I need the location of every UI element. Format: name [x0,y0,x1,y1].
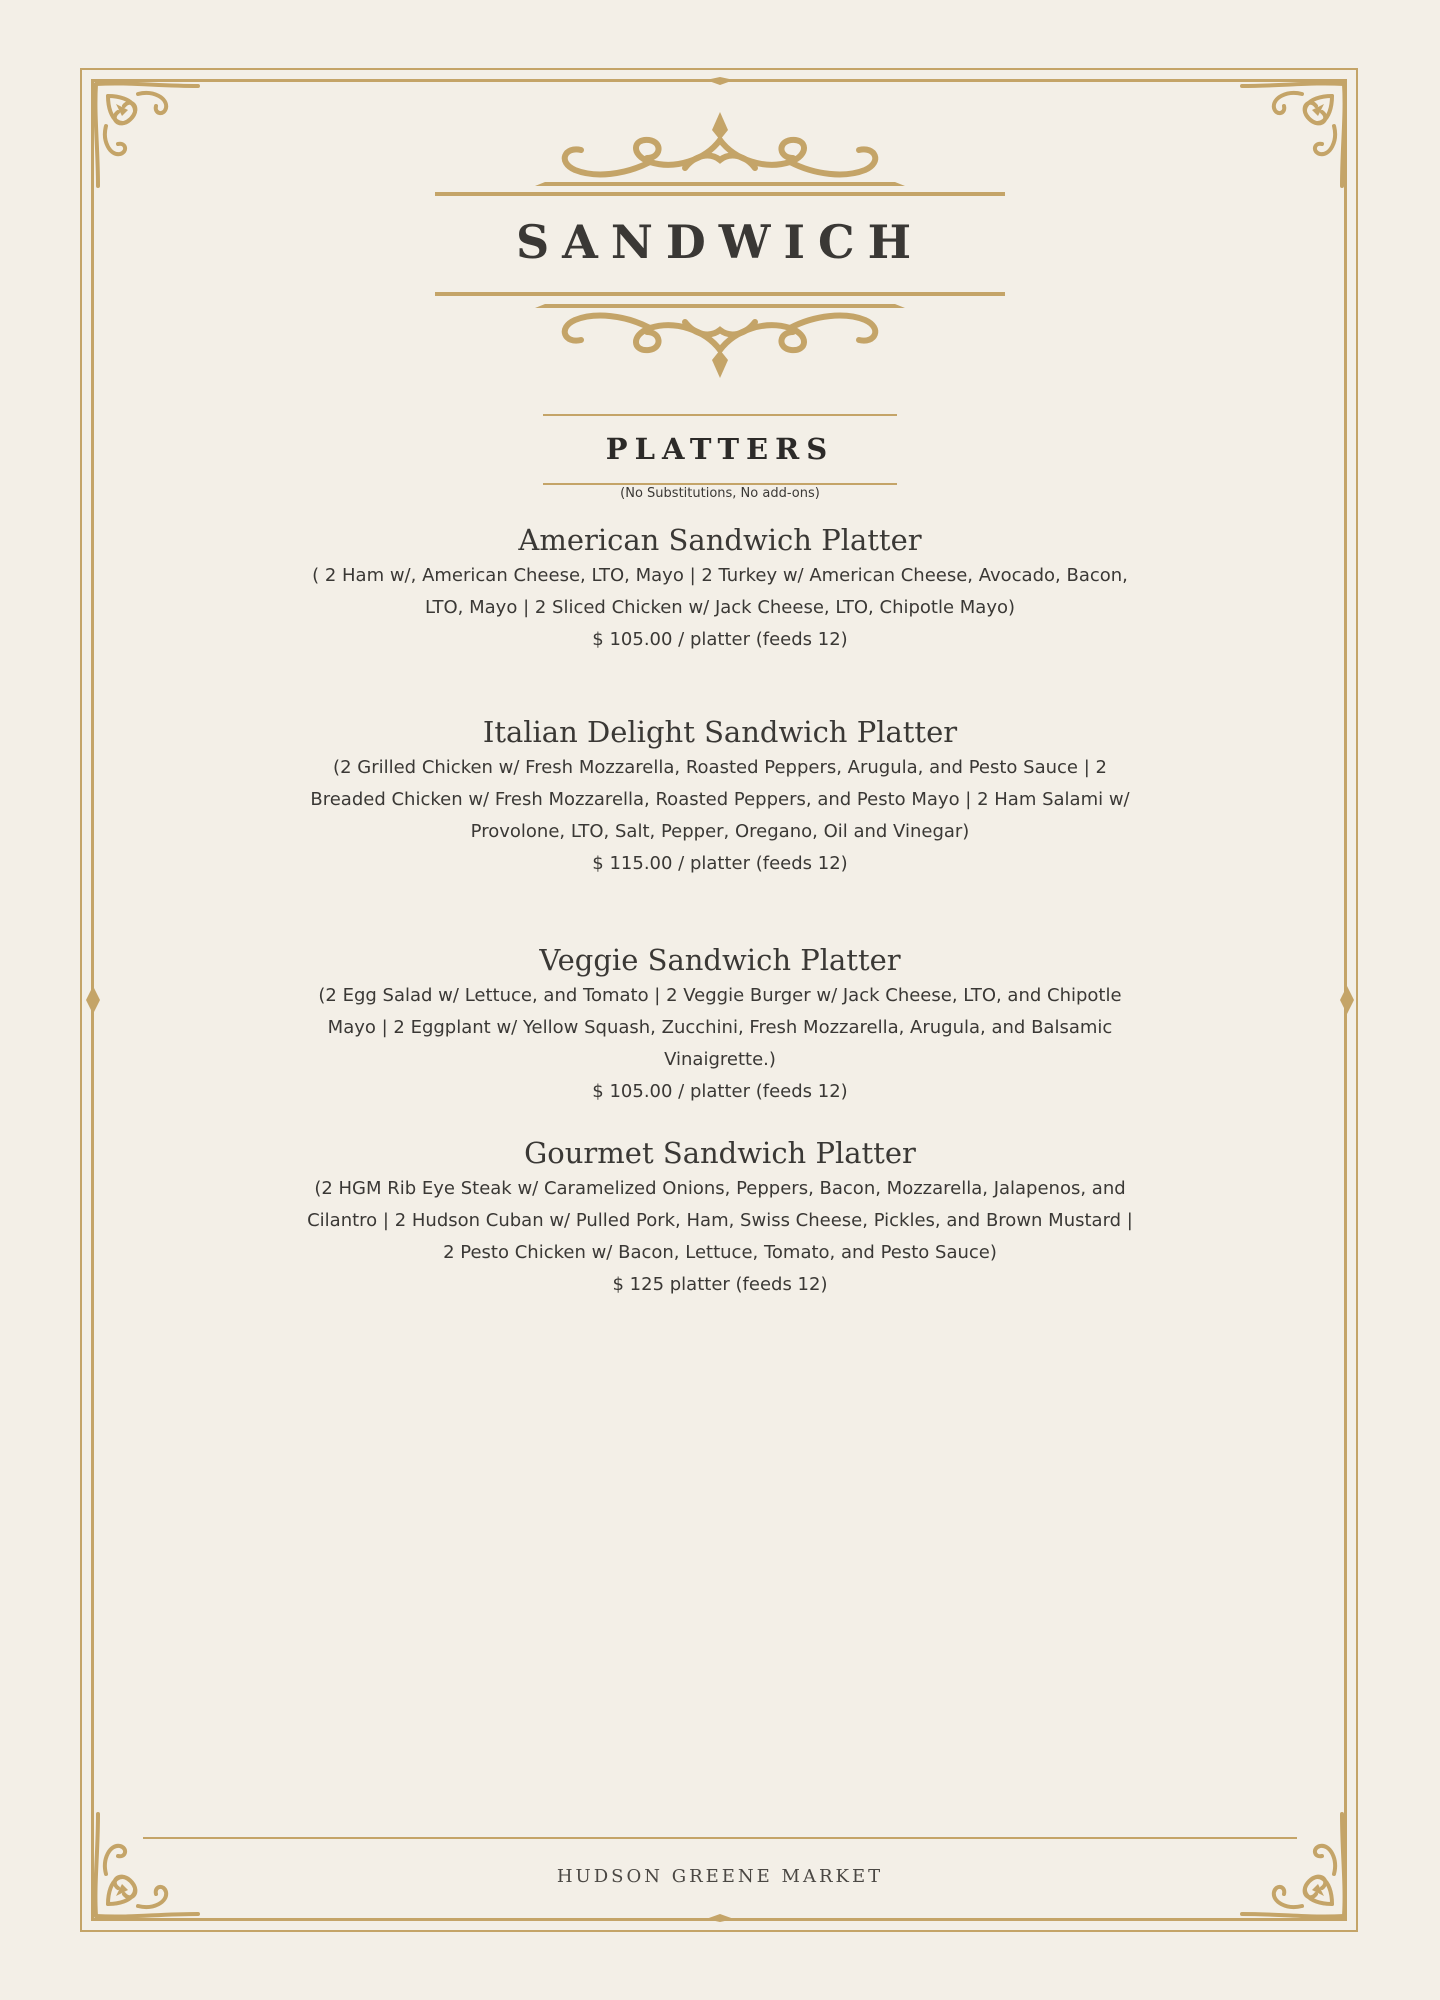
item-description: ( 2 Ham w/, American Cheese, LTO, Mayo | 2 Turkey w/ American Cheese, Avocado, Bacon, LTO, Mayo | 2 Sliced Chicken w/ Jack Cheese, LTO, Chipotle Mayo) [312,565,1128,618]
header-flourish-top [435,110,1005,200]
item-price: $ 105.00 / platter (feeds 12) [592,1081,848,1102]
corner-ornament-bottom-left [88,1804,208,1924]
right-diamond-ornament [1340,986,1354,1014]
menu-item [300,520,1140,656]
page-title: SANDWICH [515,215,925,269]
item-price: $ 125 platter (feeds 12) [612,1274,828,1295]
item-description: (2 Grilled Chicken w/ Fresh Mozzarella, Roasted Peppers, Arugula, and Pesto Sauce | 2 Breaded Chicken w/ Fresh Mozzarella, Roasted Peppers, and Pesto Mayo | 2 Ham Salami w/ Provolone, LTO, Salt, Pepper, Oregano, Oil and Vinegar) [310,757,1130,842]
menu-item [300,712,1140,880]
bottom-diamond-ornament [706,1912,734,1922]
item-name: Italian Delight Sandwich Platter [482,715,958,749]
section-rule-bottom [543,483,897,485]
menu-item [300,940,1140,1108]
footer-brand: HUDSON GREENE MARKET [556,1866,884,1887]
item-name: Veggie Sandwich Platter [539,943,901,977]
corner-ornament-top-left [88,76,208,196]
item-price: $ 115.00 / platter (feeds 12) [592,853,848,874]
item-description: (2 HGM Rib Eye Steak w/ Caramelized Onions, Peppers, Bacon, Mozzarella, Jalapenos, and Cilantro | 2 Hudson Cuban w/ Pulled Pork, Ham, Swiss Cheese, Pickles, and Brown Mustard | 2 Pesto Chicken w/ Bacon, Lettuce, Tomato, and Pesto Sauce) [307,1178,1133,1263]
section-note: (No Substitutions, No add-ons) [620,486,820,501]
corner-ornament-bottom-right [1232,1804,1352,1924]
item-price: $ 105.00 / platter (feeds 12) [592,629,848,650]
menu-item [300,1133,1140,1301]
corner-ornament-top-right [1232,76,1352,196]
header-flourish-bottom [435,290,1005,380]
section-rule-top [543,414,897,416]
left-diamond-ornament [86,986,100,1014]
item-description: (2 Egg Salad w/ Lettuce, and Tomato | 2 Veggie Burger w/ Jack Cheese, LTO, and Chipotle Mayo | 2 Eggplant w/ Yellow Squash, Zucchini, Fresh Mozzarella, Arugula, and Balsamic Vinaigrette.) [318,985,1122,1070]
footer-rule [143,1837,1297,1839]
section-title: PLATTERS [605,432,835,466]
item-name: American Sandwich Platter [518,523,922,557]
top-diamond-ornament [706,77,734,87]
item-name: Gourmet Sandwich Platter [524,1136,916,1170]
